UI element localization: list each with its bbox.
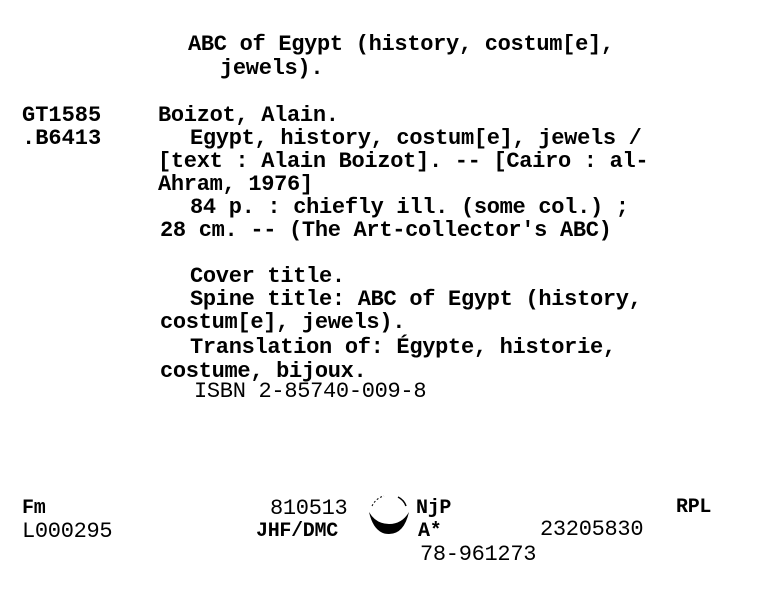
isbn: ISBN 2-85740-009-8 [194,379,427,404]
punch-hole-icon [366,492,412,538]
collation-line-2: 28 cm. -- (The Art-collector's ABC) [160,218,612,243]
footer-library: NjP [416,497,452,520]
footer-initials: JHF/DMC [256,520,338,543]
footer-control-number: 23205830 [540,517,644,542]
added-entry-line-1: ABC of Egypt (history, costum[e], [188,32,614,57]
added-entry-line-2: jewels). [220,56,324,81]
footer-lcode: L000295 [22,519,113,544]
footer-astar: A* [418,520,442,543]
note-translation-line-2: costume, bijoux. [160,359,367,384]
main-entry: Boizot, Alain. [158,103,339,128]
collation-line-1: 84 p. : chiefly ill. (some col.) ; [190,195,629,220]
title-line-3: Ahram, 1976] [158,172,313,197]
footer-lccn: 78-961273 [420,542,537,567]
title-line-1: Egypt, history, costum[e], jewels / [190,126,642,151]
note-spine-title-line-1: Spine title: ABC of Egypt (history, [190,287,642,312]
call-number-class: GT1585 [22,103,102,128]
note-translation-line-1: Translation of: Égypte, historie, [190,335,616,360]
footer-date: 810513 [270,496,348,521]
note-cover-title: Cover title. [190,264,345,289]
call-number-cutter: .B6413 [22,126,102,151]
footer-rpl: RPL [676,496,712,519]
footer-fm: Fm [22,497,46,520]
title-line-2: [text : Alain Boizot]. -- [Cairo : al- [158,149,649,174]
note-spine-title-line-2: costum[e], jewels). [160,310,406,335]
